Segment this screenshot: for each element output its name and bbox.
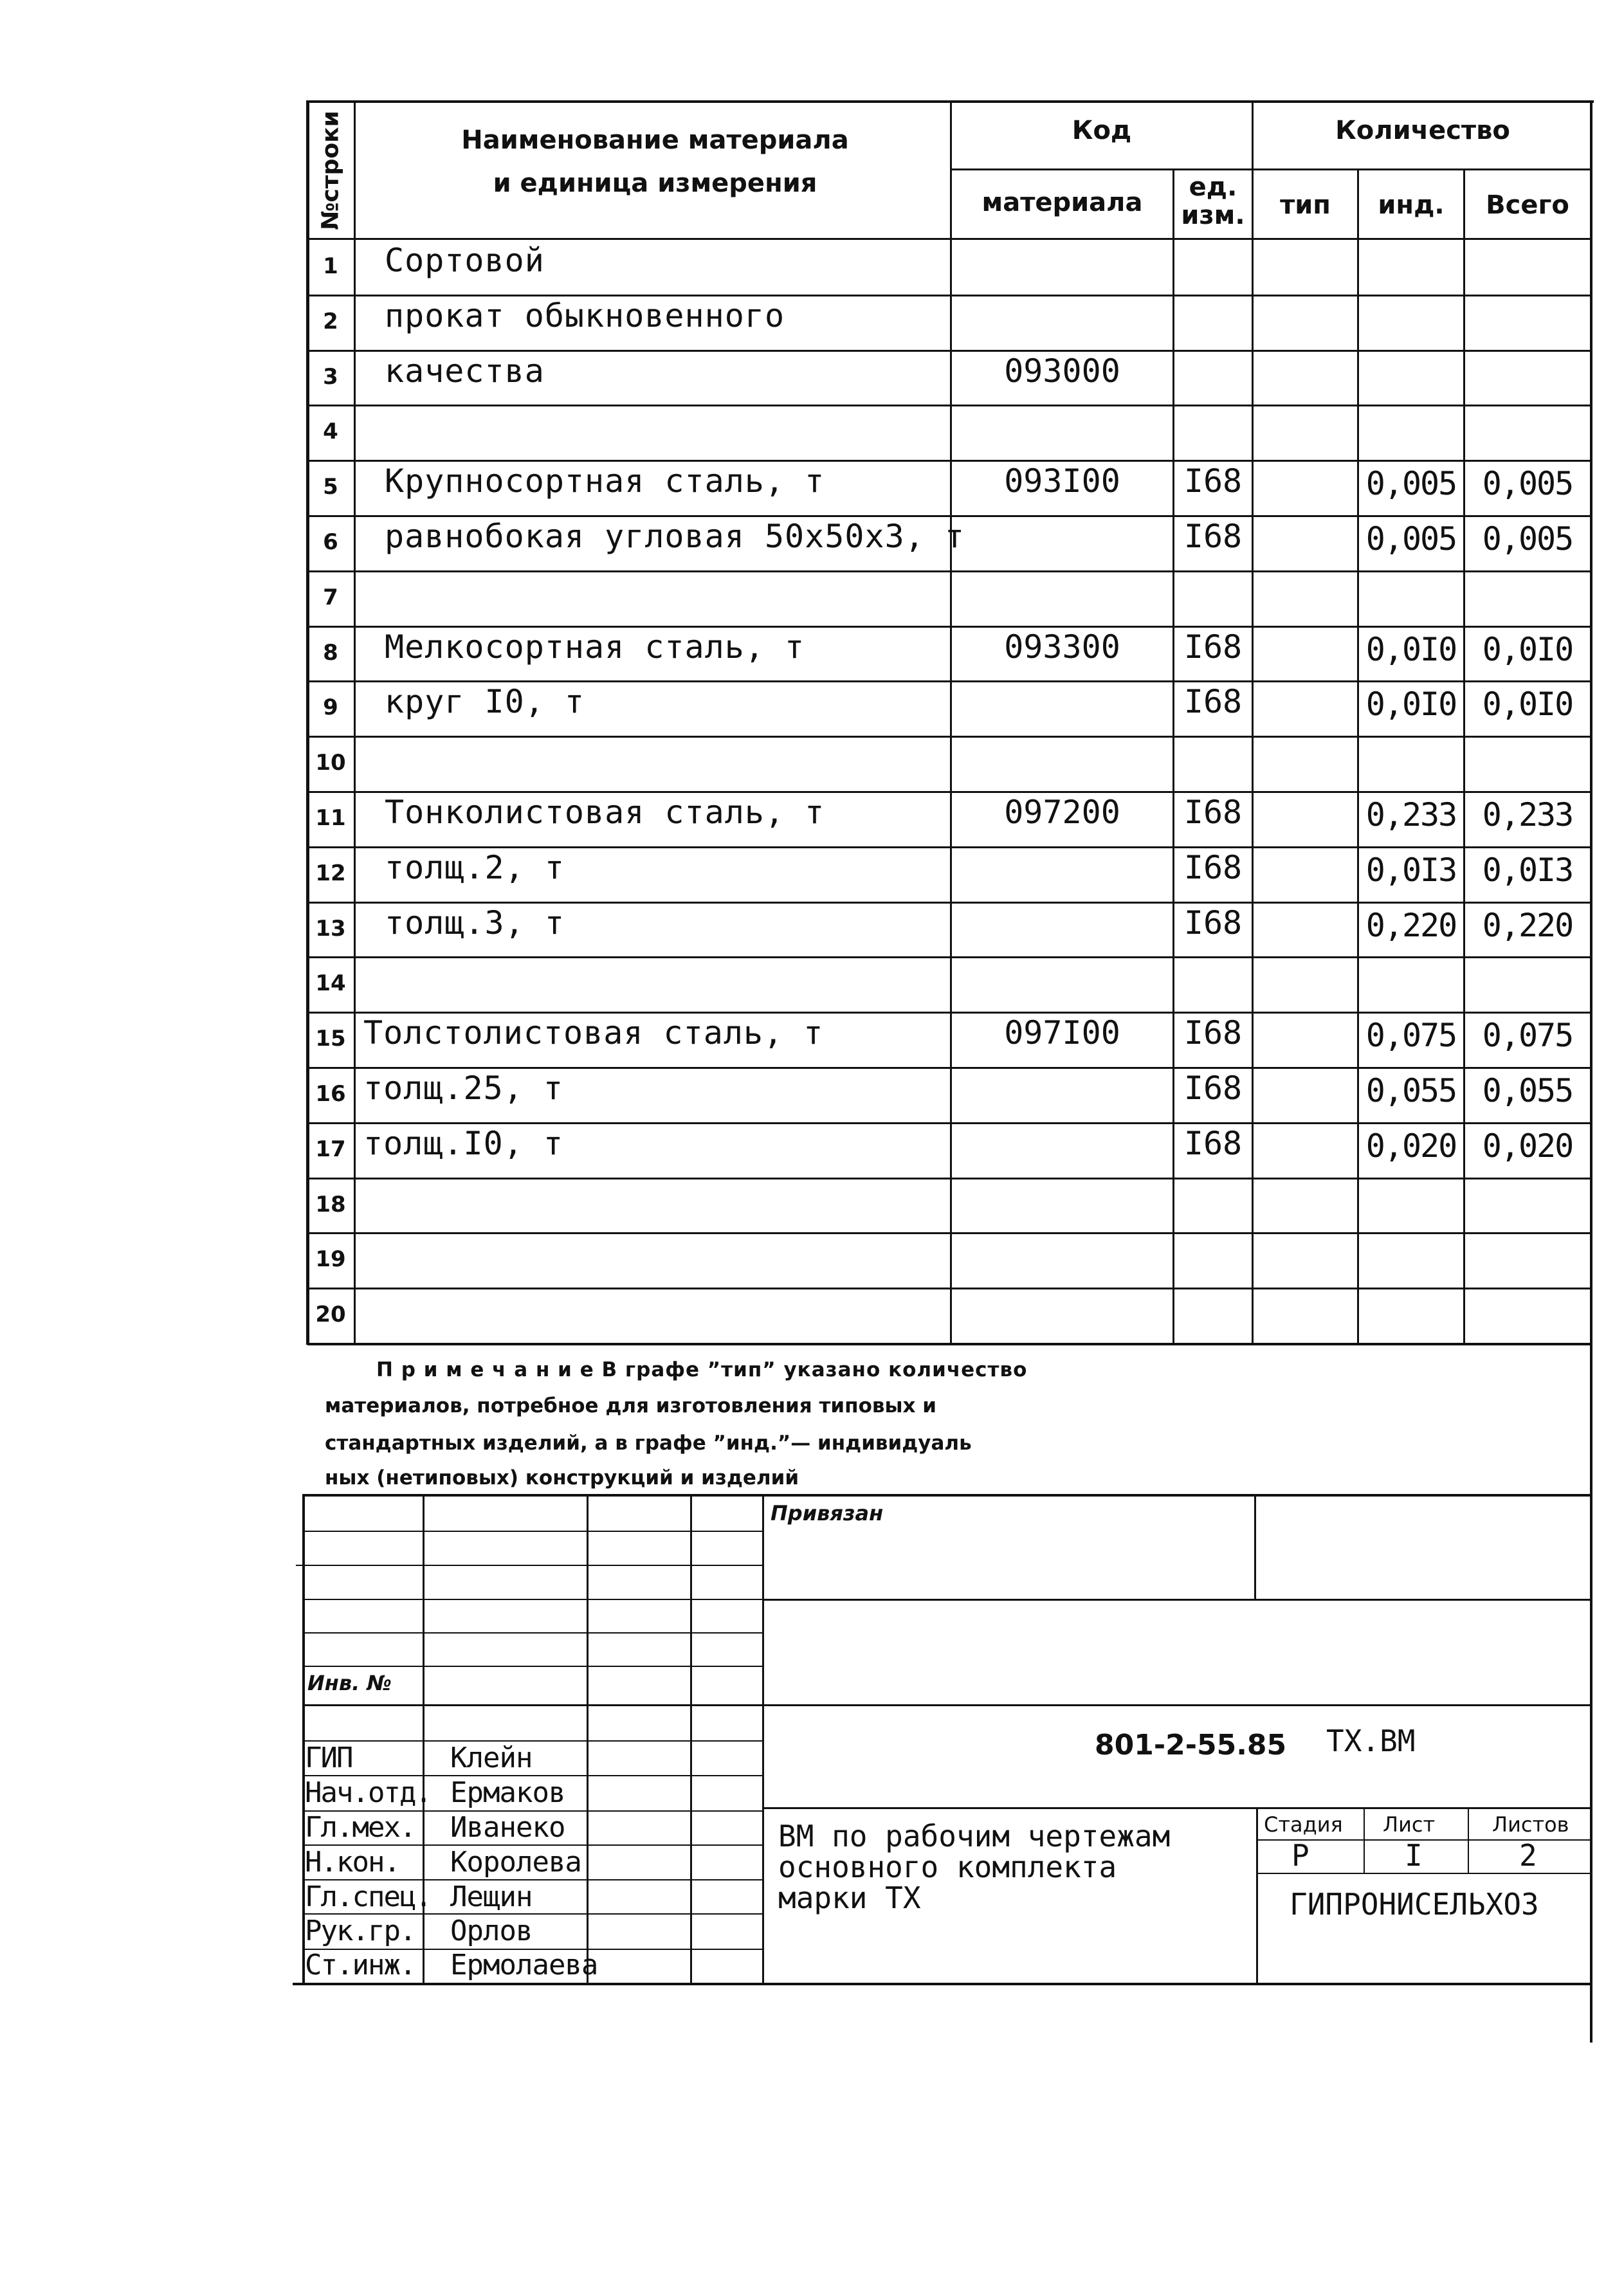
signature-role: Н.кон.	[305, 1846, 399, 1879]
col-line-typ	[1357, 168, 1359, 1345]
row-ind: 0,005	[1365, 520, 1457, 558]
row-code: 097200	[1004, 794, 1120, 831]
row-name: круг I0, т	[385, 683, 585, 720]
attached-box-divider	[1254, 1494, 1256, 1601]
row-ind: 0,055	[1365, 1072, 1457, 1109]
sig-row-line	[302, 1704, 1592, 1706]
row-number: 8	[323, 640, 338, 666]
signature-name: Орлов	[450, 1915, 533, 1947]
sig-col3	[690, 1494, 692, 1985]
header-individual: инд.	[1378, 190, 1445, 220]
attached-label: Привязан	[771, 1501, 884, 1525]
row-number: 11	[315, 805, 346, 831]
row-total: 0,220	[1482, 907, 1573, 944]
row-separator	[307, 1178, 1592, 1179]
row-separator	[307, 956, 1592, 958]
row-total: 0,0I0	[1482, 631, 1573, 668]
row-unit: I68	[1183, 628, 1243, 666]
stage-value: Р	[1291, 1838, 1309, 1873]
inventory-label: Инв. №	[307, 1671, 392, 1695]
row-total: 0,0I0	[1482, 686, 1573, 723]
doc-mark: ТХ.ВМ	[1326, 1724, 1416, 1758]
row-code: 097I00	[1004, 1014, 1120, 1052]
row-name: прокат обыкновенного	[385, 297, 785, 334]
col-line-ind	[1463, 168, 1465, 1345]
row-name: Толстолистовая сталь, т	[363, 1014, 824, 1052]
row-separator	[307, 515, 1592, 517]
header-quantity: Количество	[1335, 116, 1510, 145]
sig-row-line	[302, 1632, 763, 1634]
signature-role: Рук.гр.	[305, 1915, 415, 1947]
sheet-label: Лист	[1383, 1812, 1436, 1837]
sheets-value: 2	[1519, 1838, 1537, 1873]
row-separator	[307, 902, 1592, 904]
row-ind: 0,220	[1365, 907, 1457, 944]
row-ind: 0,005	[1365, 465, 1457, 502]
row-separator	[307, 460, 1592, 462]
sheet-value: I	[1405, 1838, 1423, 1873]
row-name: Сортовой	[385, 242, 545, 279]
row-separator	[307, 295, 1592, 296]
row-name: Крупносортная сталь, т	[385, 462, 825, 500]
row-number: 18	[315, 1192, 346, 1217]
title-line2: основного комплекта	[778, 1850, 1117, 1884]
signature-name: Клейн	[450, 1742, 533, 1774]
header-name-line2: и единица измерения	[493, 168, 817, 198]
sig-row-line	[302, 1740, 763, 1742]
signature-role: Гл.мех.	[305, 1811, 415, 1844]
row-name: качества	[385, 352, 545, 390]
row-separator	[307, 736, 1592, 738]
row-number: 19	[315, 1246, 346, 1272]
row-number: 15	[315, 1026, 346, 1052]
sig-row-line	[302, 1599, 763, 1600]
signature-name: Лещин	[450, 1880, 533, 1913]
signature-role: Гл.спец.	[305, 1880, 431, 1913]
row-total: 0,020	[1482, 1127, 1573, 1165]
col-line-code	[950, 100, 952, 1345]
signature-name: Иванеко	[450, 1811, 565, 1844]
row-name: толщ.3, т	[385, 904, 565, 942]
row-total: 0,055	[1482, 1072, 1573, 1109]
header-name-line1: Наименование материала	[461, 125, 849, 155]
row-ind: 0,020	[1365, 1127, 1457, 1165]
row-separator	[307, 846, 1592, 848]
sig-row-line	[296, 1565, 763, 1566]
col-line-number	[354, 100, 356, 1345]
header-bottom-line	[307, 238, 1592, 240]
stage-bottom-line	[1256, 1873, 1591, 1874]
signature-name: Ермолаева	[450, 1949, 598, 1981]
row-total: 0,075	[1482, 1017, 1573, 1054]
row-code: 093I00	[1004, 462, 1120, 500]
row-number: 7	[323, 585, 338, 610]
row-number: 12	[315, 860, 346, 886]
header-subline	[950, 168, 1592, 170]
row-name: толщ.2, т	[385, 849, 565, 886]
row-number: 4	[323, 419, 338, 444]
signature-name: Королева	[450, 1846, 581, 1879]
row-separator	[307, 626, 1592, 628]
row-name: Мелкосортная сталь, т	[385, 628, 805, 666]
row-separator	[307, 350, 1592, 352]
row-number: 17	[315, 1136, 346, 1162]
row-code: 093000	[1004, 352, 1120, 390]
row-separator	[307, 1288, 1592, 1289]
organization: ГИПРОНИСЕЛЬХОЗ	[1290, 1887, 1539, 1922]
row-unit: I68	[1183, 462, 1243, 500]
signature-role: Нач.отд.	[305, 1776, 431, 1809]
title-divider	[1256, 1807, 1258, 1984]
row-number: 14	[315, 970, 346, 996]
col-line-unit	[1172, 168, 1174, 1345]
row-name: толщ.I0, т	[363, 1125, 564, 1162]
row-number: 10	[315, 750, 346, 776]
row-unit: I68	[1183, 794, 1243, 831]
row-number: 6	[323, 529, 338, 555]
row-number: 20	[315, 1302, 346, 1327]
note-line1: П р и м е ч а н и е В графе ”тип” указано количество	[376, 1358, 1028, 1381]
row-name: толщ.25, т	[363, 1070, 564, 1107]
sig-col2	[587, 1494, 588, 1985]
sig-row-line	[302, 1666, 763, 1667]
row-unit: I68	[1183, 518, 1243, 555]
stamp-top-line	[302, 1494, 1592, 1497]
title-line1: ВМ по рабочим чертежам	[778, 1819, 1171, 1853]
header-row-number: №строки	[317, 111, 344, 230]
sig-row-line	[302, 1531, 763, 1532]
header-unit-line2: изм.	[1181, 201, 1245, 230]
row-separator	[307, 405, 1592, 406]
row-separator	[307, 570, 1592, 572]
row-ind: 0,0I3	[1365, 851, 1457, 889]
row-separator	[307, 1012, 1592, 1014]
row-name: Тонколистовая сталь, т	[385, 794, 825, 831]
sheets-label: Листов	[1492, 1812, 1569, 1837]
row-code: 093300	[1004, 628, 1120, 666]
header-unit-line1: ед.	[1189, 172, 1237, 202]
signature-name: Ермаков	[450, 1776, 565, 1809]
title-line3: марки ТХ	[778, 1880, 921, 1915]
signature-role: ГИП	[305, 1742, 352, 1774]
row-number: 3	[323, 364, 338, 390]
row-unit: I68	[1183, 1070, 1243, 1107]
row-unit: I68	[1183, 904, 1243, 942]
header-typical: тип	[1280, 190, 1331, 220]
row-number: 1	[323, 253, 338, 279]
stage-col2	[1468, 1807, 1469, 1874]
stage-label: Стадия	[1264, 1812, 1343, 1837]
row-unit: I68	[1183, 683, 1243, 720]
row-unit: I68	[1183, 1125, 1243, 1162]
row-total: 0,005	[1482, 520, 1573, 558]
row-unit: I68	[1183, 849, 1243, 886]
row-number: 5	[323, 474, 338, 500]
row-separator	[307, 791, 1592, 793]
signature-role: Ст.инж.	[305, 1949, 415, 1981]
attached-box-bottom	[762, 1599, 1592, 1601]
note-line3: стандартных изделий, а в графе ”инд.”— индивидуаль	[325, 1432, 972, 1455]
note-line2: материалов, потребное для изготовления типовых и	[325, 1394, 937, 1417]
row-separator	[307, 1122, 1592, 1124]
row-ind: 0,075	[1365, 1017, 1457, 1054]
row-number: 16	[315, 1081, 346, 1107]
row-total: 0,233	[1482, 796, 1573, 833]
row-unit: I68	[1183, 1014, 1243, 1052]
col-line-qty	[1252, 100, 1254, 1345]
row-total: 0,005	[1482, 465, 1573, 502]
row-separator	[307, 680, 1592, 682]
row-number: 9	[323, 695, 338, 720]
row-separator	[307, 1067, 1592, 1069]
doc-code: 801-2-55.85	[1095, 1729, 1287, 1762]
stamp-bottom-line	[293, 1983, 1592, 1985]
row-ind: 0,0I0	[1365, 631, 1457, 668]
stage-col1	[1364, 1807, 1365, 1874]
table-right-border	[1590, 100, 1592, 2043]
row-ind: 0,233	[1365, 796, 1457, 833]
note-line4: ных (нетиповых) конструкций и изделий	[325, 1466, 799, 1489]
sig-col4	[762, 1494, 764, 1985]
row-total: 0,0I3	[1482, 851, 1573, 889]
header-code: Код	[1072, 116, 1132, 145]
row-ind: 0,0I0	[1365, 686, 1457, 723]
row-name: равнобокая угловая 50х50х3, т	[385, 518, 965, 555]
row-number: 13	[315, 916, 346, 942]
row-number: 2	[323, 309, 338, 334]
header-total: Всего	[1486, 190, 1569, 220]
table-bottom-line	[307, 1343, 1592, 1345]
row-separator	[307, 1232, 1592, 1234]
header-material: материала	[981, 188, 1143, 217]
